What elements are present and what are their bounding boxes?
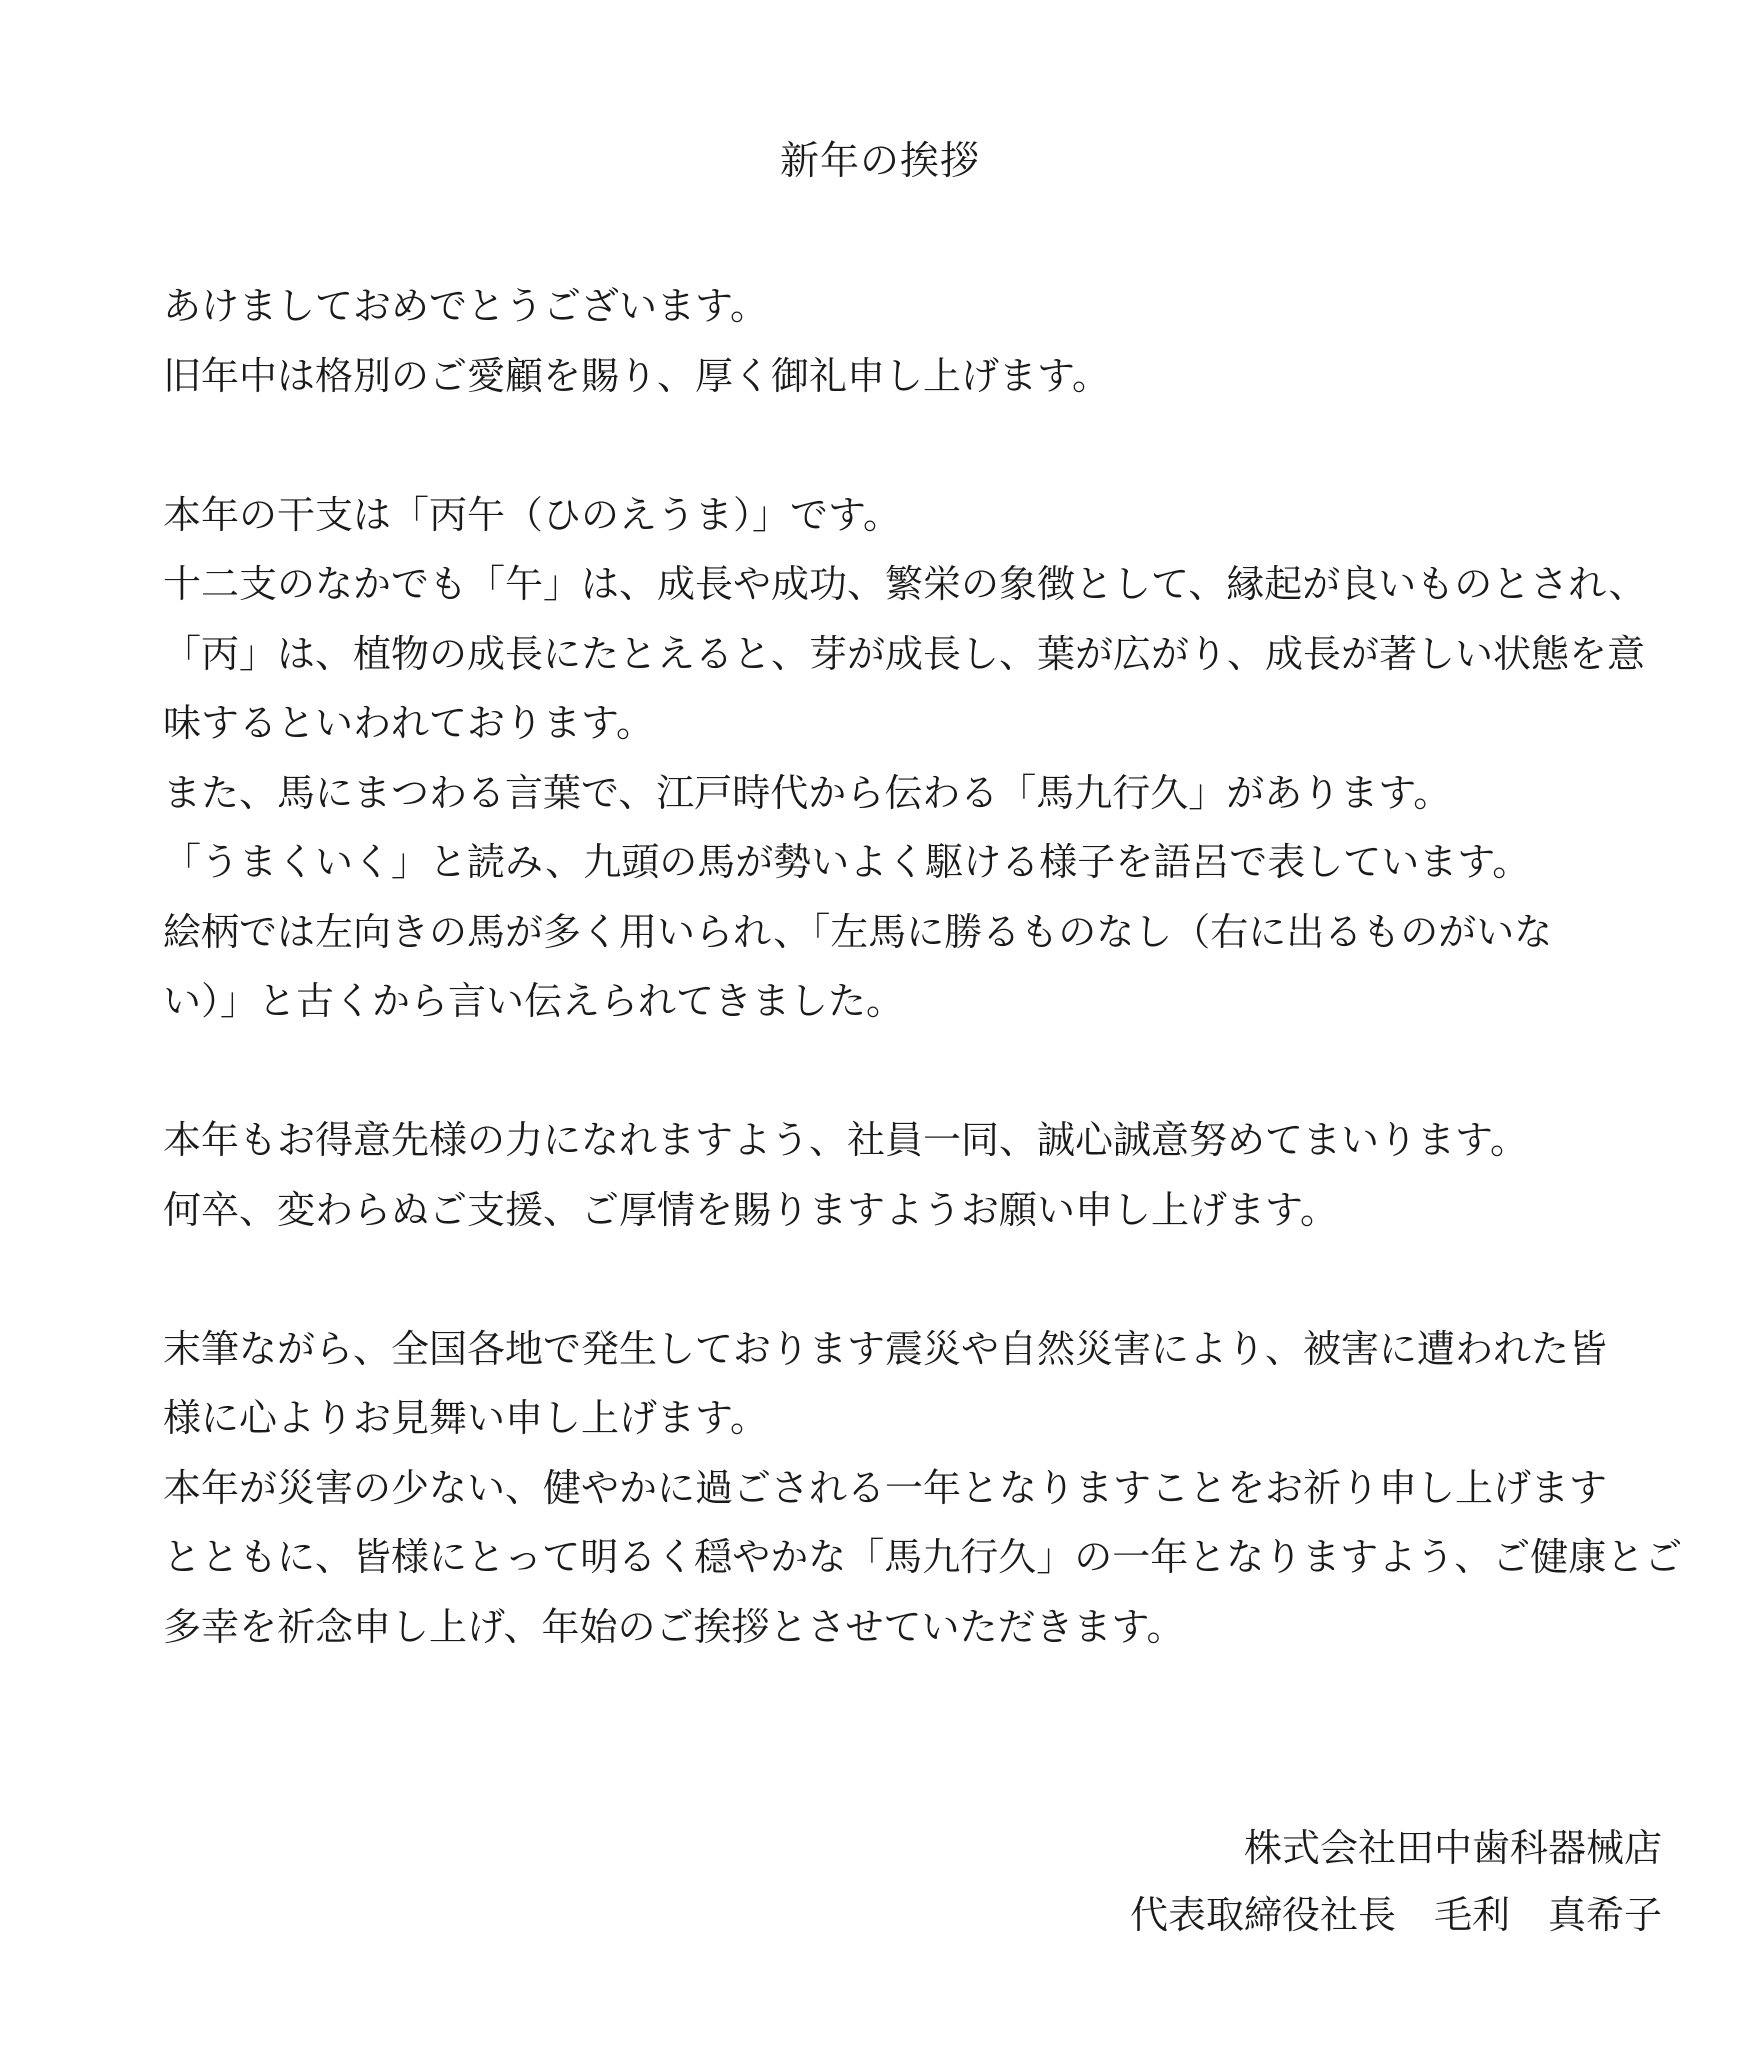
signature-block bbox=[1130, 1815, 1662, 1949]
body-line: 「うまくいく」と読み、九頭の馬が勢いよく駆ける様子を語呂で表しています。 bbox=[163, 840, 1531, 884]
body-line: 何卒、変わらぬご支援、ご厚情を賜りますようお願い申し上げます。 bbox=[163, 1187, 1338, 1232]
body-line: 絵柄では左向きの馬が多く用いられ、「左馬に勝るものなし（右に出るものがいな bbox=[163, 909, 1553, 954]
paragraph-closing bbox=[163, 1315, 1683, 1663]
body-line: い）」と古くから言い伝えられてきました。 bbox=[163, 979, 905, 1023]
body-line: また、馬にまつわる言葉で、江戸時代から伝わる「馬九行久」があります。 bbox=[163, 770, 1452, 815]
body-line: 十二支のなかでも「午」は、成長や成功、繁栄の象徴として、縁起が良いものとされ、 bbox=[163, 562, 1647, 606]
letter-title: 新年の挨拶 bbox=[779, 139, 980, 184]
paragraph-commitment bbox=[163, 1106, 1663, 1245]
body-line: 多幸を祈念申し上げ、年始のご挨拶とさせていただきます。 bbox=[163, 1604, 1185, 1649]
body-line: 様に心よりお見舞い申し上げます。 bbox=[163, 1396, 768, 1440]
letter-body bbox=[163, 272, 1683, 1732]
paragraph-zodiac bbox=[163, 481, 1663, 1037]
body-line: 本年もお得意先様の力になれますよう、社員一同、誠心誠意努めてまいります。 bbox=[163, 1118, 1528, 1162]
body-line: とともに、皆様にとって明るく穏やかな「馬九行久」の一年となりますよう、ご健康とご bbox=[163, 1535, 1683, 1579]
body-line: 本年の干支は「丙午（ひのえうま）」です。 bbox=[163, 492, 901, 537]
body-line: あけましておめでとうございます。 bbox=[163, 284, 768, 328]
body-line: 末筆ながら、全国各地で発生しております震災や自然災害により、被害に遭われた皆 bbox=[163, 1326, 1608, 1371]
body-line: 旧年中は格別のご愛顧を賜り、厚く御礼申し上げます。 bbox=[163, 353, 1110, 398]
body-line: 本年が災害の少ない、健やかに過ごされる一年となりますことをお祈り申し上げます bbox=[163, 1465, 1608, 1510]
body-line: 味するといわれております。 bbox=[163, 701, 654, 745]
signature-representative: 代表取締役社長 毛利 真希子 bbox=[1129, 1893, 1662, 1937]
body-line: 「丙」は、植物の成長にたとえると、芽が成長し、葉が広がり、成長が著しい状態を意 bbox=[163, 631, 1646, 676]
paragraph-greeting bbox=[163, 272, 1663, 411]
signature-company: 株式会社田中歯科器械店 bbox=[1243, 1826, 1662, 1870]
